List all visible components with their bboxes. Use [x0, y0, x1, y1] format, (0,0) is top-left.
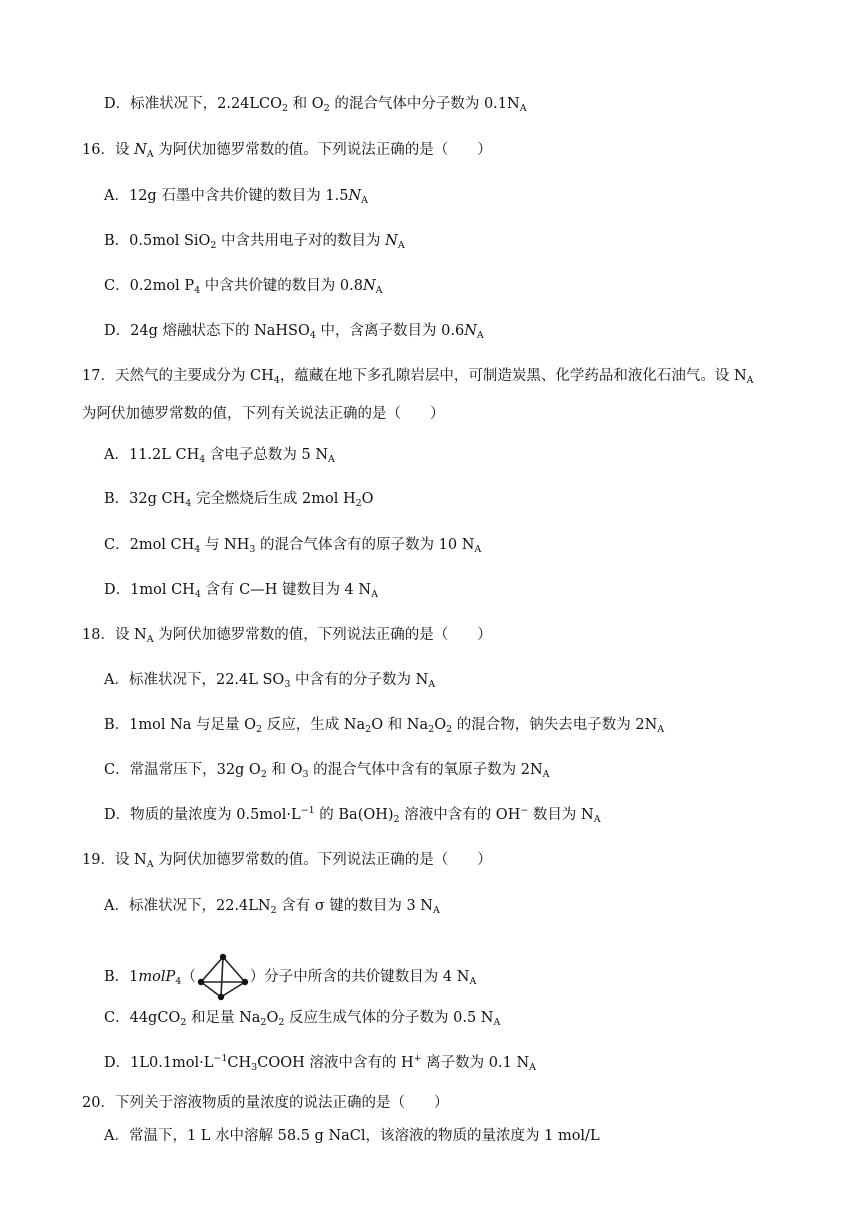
p4-tetrahedron-figure [196, 969, 250, 985]
text-line-l23: 20．下列关于溶液物质的量浓度的说法正确的是（ ） [82, 1095, 449, 1111]
text-line-l12: D．1mol $CH_4$ 含有 C—H 键数目为 4 $N_A$ [104, 582, 378, 600]
text-line-l17: D．物质的量浓度为 $0.5mol\cdot L^{-1}$ 的 $Ba(OH)_2$ 溶液中含有的 OH− 数目为 $N_A$ [104, 805, 601, 825]
text-line-l19: A．标准状况下，$22.4LN_2$ 含有 σ 键的数目为 3 $N_A$ [104, 898, 440, 916]
text-line-l01: D．标准状况下，$2.24LCO_2$ 和 $O_2$ 的混合气体中分子数为 $0.1N_A$ [104, 96, 527, 114]
text-line-l21: C．44gCO$_2$ 和足量 $Na_2O_2$ 反应生成气体的分子数为 0.5 $N_A$ [104, 1010, 501, 1028]
text-line-l11: C．2mol $CH_4$ 与 $NH_3$ 的混合气体含有的原子数为 10 $N_A$ [104, 537, 482, 555]
text-line-l20: B．1molP$_4$（ ）分子中所含的共价键数目为 4 $N_A$ [104, 952, 476, 1002]
text-line-l10: B．32g $CH_4$ 完全燃烧后生成 2mol $H_2O$ [104, 491, 374, 509]
text-line-l18: 19．设 $N_A$ 为阿伏加德罗常数的值。下列说法正确的是（ ） [82, 852, 492, 870]
text-line-l04: B．0.5mol SiO$_2$ 中含共用电子对的数目为 $N_A$ [104, 233, 405, 251]
text-line-l16: C．常温常压下，32g $O_2$ 和 $O_3$ 的混合气体中含有的氧原子数为 $2N_A$ [104, 762, 550, 780]
text-line-l02: 16．设 $N_A$ 为阿伏加德罗常数的值。下列说法正确的是（ ） [82, 142, 492, 160]
text-line-l09: A．11.2L $CH_4$ 含电子总数为 5 $N_A$ [104, 447, 335, 465]
text-line-l07: 17．天然气的主要成分为 $CH_4$，蕴藏在地下多孔隙岩层中，可制造炭黑、化学药品和液化石油气。设 $N_A$ [82, 368, 754, 386]
text-line-l08: 为阿伏加德罗常数的值，下列有关说法正确的是（ ） [82, 406, 445, 422]
text-line-l24: A．常温下，1 L 水中溶解 58.5 g NaCl，该溶液的物质的量浓度为 1 mol/L [104, 1128, 600, 1144]
text-line-l06: D．24g 熔融状态下的 NaHSO$_4$ 中，含离子数目为 $0.6N_A$ [104, 323, 484, 341]
text-line-l13: 18．设 $N_A$ 为阿伏加德罗常数的值，下列说法正确的是（ ） [82, 627, 492, 645]
text-line-l05: C．0.2mol $P_4$ 中含共价键的数目为 $0.8N_A$ [104, 278, 383, 296]
text-line-l03: A．12g 石墨中含共价键的数目为 $1.5N_A$ [104, 188, 369, 206]
text-line-l14: A．标准状况下，22.4L $SO_3$ 中含有的分子数为 $N_A$ [104, 672, 436, 690]
text-line-l15: B．1mol Na 与足量 $O_2$ 反应，生成 $Na_2O$ 和 $Na_2O_2$ 的混合物，钠失去电子数为 $2N_A$ [104, 717, 665, 735]
text-line-l22: D．$1L0.1mol\cdot L^{-1}CH_3COOH$ 溶液中含有的 H+ 离子数为 0.1 $N_A$ [104, 1053, 537, 1073]
